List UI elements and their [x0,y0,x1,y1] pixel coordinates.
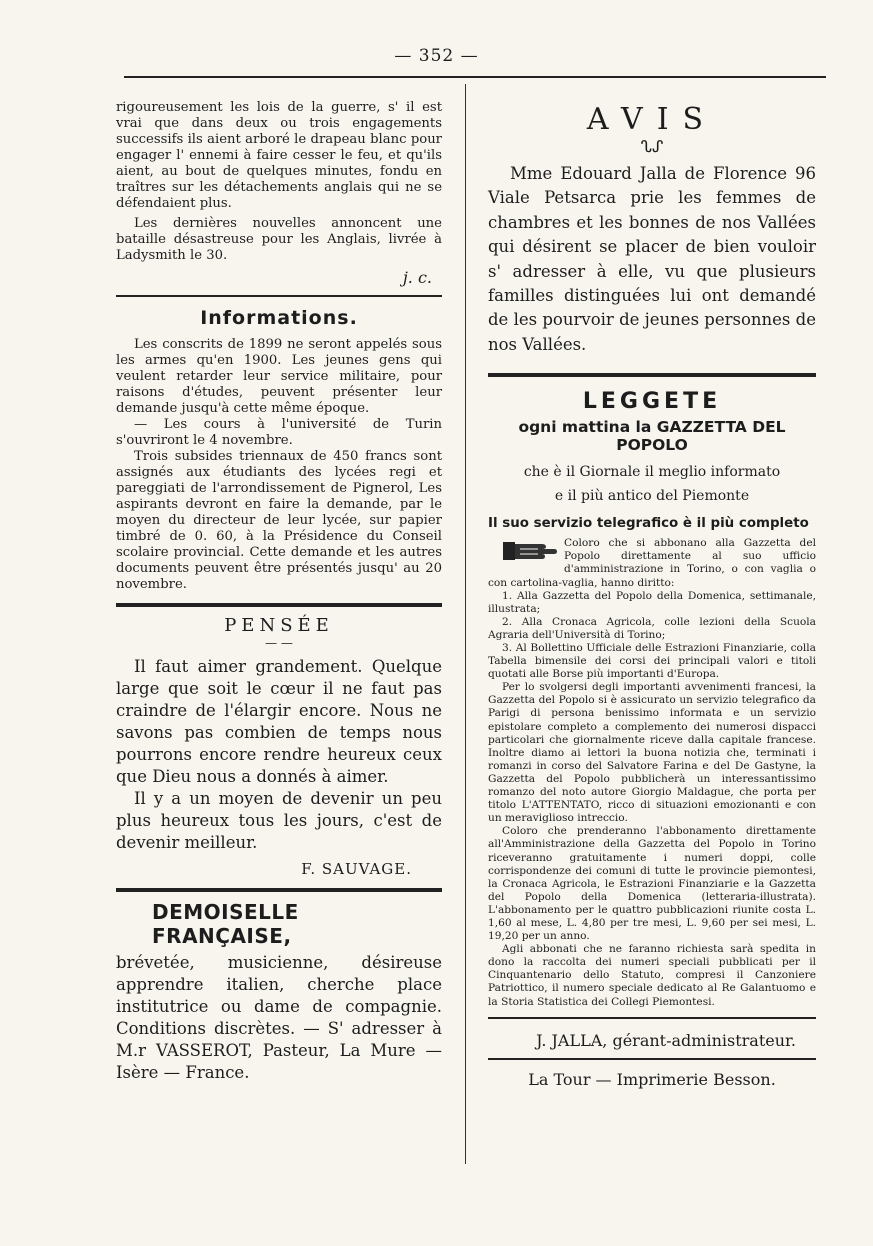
column-divider [465,84,466,1164]
pensee-paragraph-1: Il faut aimer grandement. Quelque large que soit le cœur il ne faut pas craindre de l'élargir encore. Nous ne savons pas combien de temps nous pourrons encore rendre heureux ceux que Dieu nous a donnés à aimer. [116,657,442,786]
demoiselle-body: brévetée, musicienne, désireuse apprendre italien, cherche place institutrice ou dame de compagnie. Conditions discrètes. — S' adresser à M.r VASSEROT, Pasteur, La Mure — Isère — France. [116,953,442,1082]
gift-paragraph: Agli abbonati che ne faranno richiesta sarà spedita in dono la raccolta dei numeri speciali pubblicati per il Cinquantenario dello Statuto, compresi il Canzoniere Patriottico, il numero speciale dedicato al Re Galantuomo e la Storia Statistica dei Collegi Piemontesi. [488,943,816,1008]
subscription-intro [488,537,816,589]
leggete-line-2: e il più antico del Piemonte [554,488,750,505]
list-item: 1. Alla Gazzetta del Popolo della Domenica, settimanale, illustrata; [488,589,816,615]
info-paragraph-2: — Les cours à l'université de Turin s'ouvriront le 4 novembre. [116,417,442,448]
leggete-subheading: ogni mattina la GAZZETTA DEL POPOLO [518,418,786,455]
section-rule-thick [488,373,816,377]
page-number: — 352 — [394,46,479,66]
pensee-author: F. SAUVAGE. [301,860,412,878]
pensee-heading: PENSÉE [224,615,334,636]
gerant-signature: J. JALLA, gérant-administrateur. [536,1030,796,1050]
section-rule [488,1058,816,1060]
informations-heading: Informations. [200,307,358,329]
subscription-paragraph: Coloro che prenderanno l'abbonamento direttamente all'Amministrazione della Gazzetta del Popolo in Torino riceveranno gratuitamente i numeri doppi, colle corrispondenze dei comuni di tutte le provincie piemontesi, la Cronaca Agricola, le Estrazioni Finanziarie e la Gazzetta del Popolo della Domenica (letteraria-illustrata). L'abbonamento per le quattro pubblicazioni riunite costa L. 1,60 al mese, L. 4,80 per tre mesi, L. 9,60 per sei mesi, L. 19,20 per un anno. [488,825,816,943]
news-paragraph-gazzetta: Per lo svolgersi degli importanti avvenimenti francesi, la Gazzetta del Popolo si è assicurato un servizio telegrafico da Parigi di persona benissimo informata e un servizio epistolare completo a complemento dei numerosi dispacci particolari che giornalmente riceve dalla capitale francese. Inoltre diamo ai lettori la buona notizia che, terminati i romanzi in corso del Salvatore Farina e del De Gastyne, la Gazzetta del Popolo pubblicherà un interessantissimo romanzo del noto autore Giorgio Maldague, che porta per titolo L'ATTENTATO, ricco di situazioni emozionanti e con un meraviglioso intreccio. [488,681,816,825]
section-rule [116,295,442,297]
pointing-hand-icon [502,537,558,565]
pensee-paragraph-2: Il y a un moyen de devenir un peu plus heureux tous les jours, c'est de devenir meilleur. [116,789,442,852]
info-paragraph-3: Trois subsides triennaux de 450 francs sont assignés aux étudiants des lycées regi et pareggiati de l'arrondissement de Pignerol, Les aspirants devront en faire la demande, par le moyen du directeur de leur lycée, sur papier timbré de 0. 60, à la Présidence du Conseil scolaire provincial. Cette demande et les autres documents peuvent être présentés jusqu' au 20 novembre. [116,449,442,592]
avis-body: Mme Edouard Jalla de Florence 96 Viale Petsarca prie les femmes de chambres et les bonnes de nos Vallées qui désirent se placer de bien vouloir s' adresser à elle, vu que plusieurs familles distinguées lui ont demandé de les pourvoir de jeunes personnes de nos Vallées. [488,164,816,354]
left-column [116,100,442,1084]
leggete-line-1: che è il Giornale il meglio informato [523,464,781,481]
war-paragraph: rigoureusement les lois de la guerre, s' il est vrai que dans deux ou trois engagements successifs ils aient arboré le drapeau blanc pour engager l' ennemi à faire cesser le feu, et qu'ils aient, au bout de quelques minutes, fondu en traîtres sur les détachements anglais qui ne se défendaient plus. [116,100,442,211]
list-item: 3. Al Bollettino Ufficiale delle Estrazioni Finanziarie, colla Tabella bimensile dei corsi dei principali valori e titoli quotati alle Borse più importanti d'Europa. [488,642,816,681]
leggete-heading: LEGGETE [582,389,722,415]
servizio-line: Il suo servizio telegrafico è il più completo [488,516,809,532]
right-column [488,100,816,1089]
avis-heading: AVIS [586,102,718,137]
demoiselle-heading: DEMOISELLE FRANÇAISE, [152,900,299,948]
list-item: 2. Alla Cronaca Agricola, colle lezioni della Scuola Agraria dell'Università di Torino; [488,615,816,641]
signature: j. c. [402,268,432,287]
section-rule [488,1017,816,1019]
pensee-dash: — — [265,636,293,650]
header-rule [124,76,826,78]
printer-line: La Tour — Imprimerie Besson. [528,1069,776,1089]
info-paragraph-1: Les conscrits de 1899 ne seront appelés sous les armes qu'en 1900. Les jeunes gens qui veulent retarder leur service militaire, pour raisons d'études, peuvent présenter leur demande jusqu'à cette même époque. [116,337,442,416]
ornament: ᔐᔑ [640,137,664,156]
section-rule-thick [116,888,442,892]
news-paragraph: Les dernières nouvelles annoncent une bataille désastreuse pour les Anglais, livrée à Ladysmith le 30. [116,216,442,263]
section-rule-thick [116,603,442,607]
subscription-intro-text: Coloro che si abbonano alla Gazzetta del Popolo direttamente al suo ufficio d'amministrazione in Torino, o con vaglia o con cartolina-vaglia, hanno diritto: [488,537,816,589]
